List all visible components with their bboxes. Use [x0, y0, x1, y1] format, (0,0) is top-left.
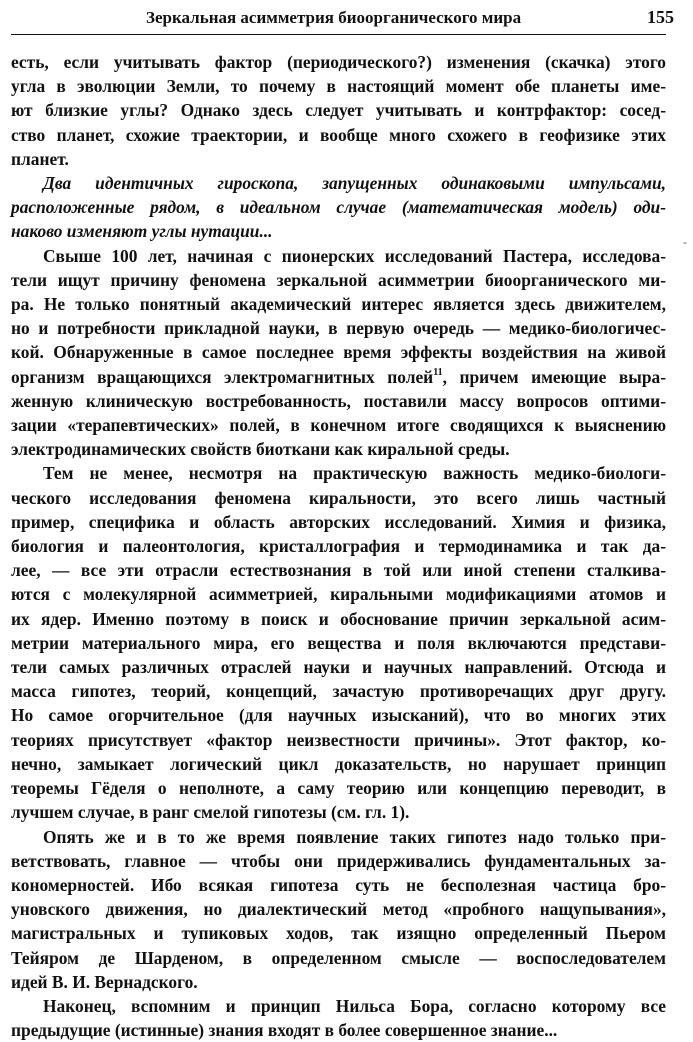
italic-paragraph: [11, 171, 666, 244]
text-line: магистральных и тупиковых ходов, так изящно определенный Пьером: [11, 923, 666, 944]
running-title: Зеркальная асимметрия биоорганического мира: [146, 8, 522, 27]
page-number: 155: [647, 7, 674, 27]
text-line: теориях присутствует «фактор неизвестности причины». Этот фактор, ко-: [11, 729, 666, 750]
text-line: ются с молекулярной асимметрией, киральными модификациями атомов и: [11, 584, 666, 605]
text-line: Опять же и в то же время появление таких гипотез надо только при-: [43, 826, 666, 847]
paragraph: [11, 244, 666, 462]
text-line: Два идентичных гироскопа, запущенных одинаковыми импульсами,: [43, 173, 666, 194]
text-line: нечно, замыкает логический цикл доказательств, но нарушает принцип: [11, 753, 666, 774]
text-line: ческого исследования феномена киральности, это всего лишь частный: [11, 487, 666, 508]
text-line: Наконец, вспомним и принцип Нильса Бора, согласно которому все: [43, 995, 666, 1016]
text-line: предыдущие (истинные) знания входят в более совершенное знание...: [11, 1020, 558, 1041]
text-line: лее, — все эти отрасли естествознания в той или иной степени сталкива-: [11, 560, 666, 581]
text-line: пример, специфика и область авторских исследований. Химия и физика,: [11, 511, 666, 532]
paragraph: [11, 50, 666, 171]
line-tail: , причем имеющие выра-: [442, 366, 666, 387]
text-line: тели ищут причину феномена зеркальной асимметрии биоорганического ми-: [11, 269, 666, 290]
footnote-ref: 11: [433, 366, 443, 378]
text-line: лучшем случае, в ранг смелой гипотезы (см. гл. 1).: [11, 802, 410, 823]
text-line: их ядер. Именно поэтому в поиск и обоснование причин зеркальной асим-: [11, 608, 666, 629]
text-line: зации «терапевтических» полей, в конечном итоге сводящихся к выяснению: [11, 415, 666, 436]
text-line: метрии материального мира, его вещества и поля включаются представи-: [11, 632, 666, 653]
text-line: теоремы Гёделя о неполноте, а саму теорию или концепцию переводит, в: [11, 778, 666, 799]
text-line: есть, если учитывать фактор (периодического?) изменения (скачка) этого: [11, 52, 666, 72]
text-line: ветствовать, главное — чтобы они придерживались фундаментальных за-: [11, 850, 666, 871]
text-line: идей В. И. Вернадского.: [11, 971, 198, 992]
text-line: планет.: [11, 148, 69, 169]
text-line: ство планет, схожие траектории, и вообще много схожего в геофизике этих: [11, 124, 666, 145]
text-line: тели самых различных отраслей науки и научных направлений. Отсюда и: [11, 657, 666, 678]
text-line: кономерностей. Ибо всякая гипотеза суть не бесполезная частица бро-: [11, 874, 666, 895]
text-line: наково изменяют углы нутации...: [11, 221, 273, 242]
body-text: [11, 50, 666, 1042]
text-line: женную клиническую востребованность, поставили массу вопросов оптими-: [11, 390, 666, 411]
text-line: уновского движения, но диалектический метод «пробного нащупывания»,: [11, 899, 666, 920]
text-line: организм вращающихся электромагнитных полей$^{11}$, причем имеющие выра-: [11, 366, 666, 387]
text-line: расположенные рядом, в идеальном случае (математическая модель) оди-: [11, 197, 666, 218]
text-line: Тейяром де Шарденом, в определенном смысле — воспоследователем: [11, 947, 666, 968]
running-header: [11, 0, 674, 35]
paragraph: [11, 825, 666, 994]
paragraph: [11, 461, 666, 824]
text-line: ра. Не только понятный академический интерес является здесь движителем,: [11, 294, 666, 315]
text-line: Тем не менее, несмотря на практическую важность медико-биологи-: [43, 463, 666, 484]
margin-mark: -: [683, 235, 687, 249]
text-line: масса гипотез, теорий, концепций, зачастую противоречащих друг другу.: [11, 681, 666, 702]
text-line: кой. Обнаруженные в самое последнее время эффекты воздействия на живой: [11, 342, 666, 363]
text-line: но и потребности прикладной науки, в первую очередь — медико-биологичес-: [11, 318, 666, 339]
paragraph: [11, 994, 666, 1042]
text-line: Но самое огорчительное (для научных изысканий), что во многих этих: [11, 705, 666, 726]
text-line: угла в эволюции Земли, то почему в настоящий момент обе планеты име-: [11, 76, 666, 97]
text-line: электродинамических свойств биоткани как киральной среды.: [11, 439, 510, 460]
text-line: ют близкие углы? Однако здесь следует учитывать и контрфактор: сосед-: [11, 100, 666, 121]
text-line: Свыше 100 лет, начиная с пионерских исследований Пастера, исследова-: [43, 245, 666, 266]
text-line: биология и палеонтология, кристаллография и термодинамика и так да-: [11, 536, 666, 557]
